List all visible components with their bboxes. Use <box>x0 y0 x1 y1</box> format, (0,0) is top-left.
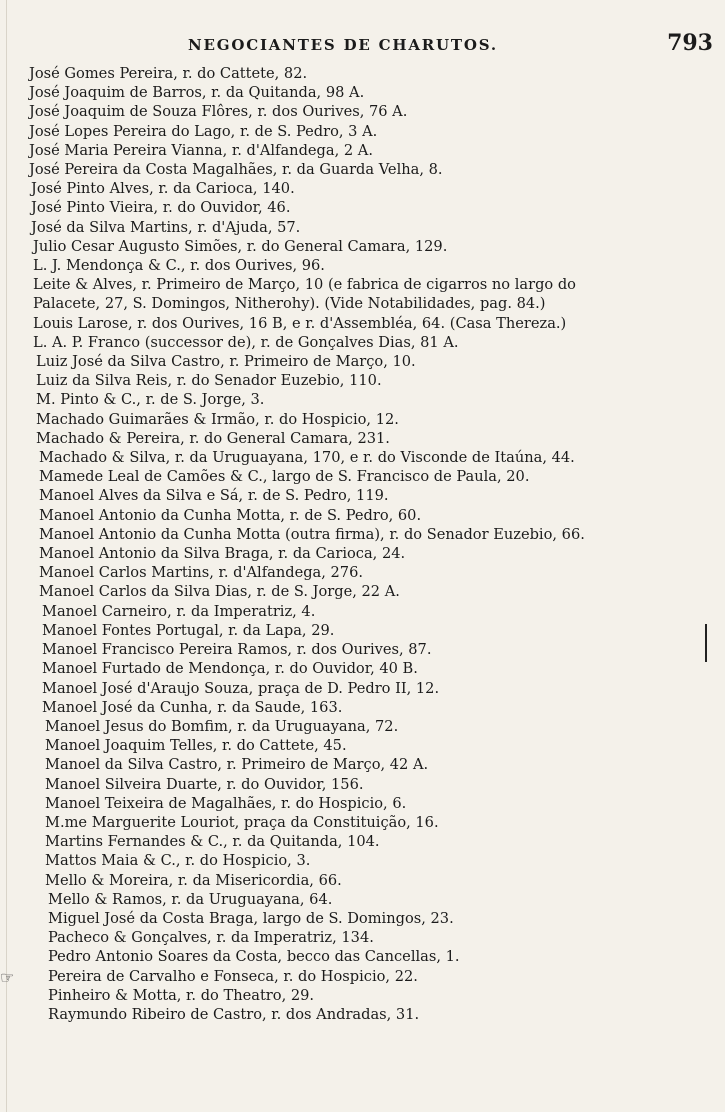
list-item: Manoel Silveira Duarte, r. do Ouvidor, 156. <box>45 775 364 793</box>
page-number: 793 <box>667 30 713 56</box>
list-item: Manoel José d'Araujo Souza, praça de D. Pedro II, 12. <box>42 679 440 697</box>
list-item: Manoel Antonio da Silva Braga, r. da Carioca, 24. <box>39 545 406 563</box>
list-item: Manoel Furtado de Mendonça, r. do Ouvidor, 40 B. <box>42 660 418 678</box>
list-item: Manoel Jesus do Bomfim, r. da Uruguayana, 72. <box>45 717 399 735</box>
list-item: Manoel Carlos da Silva Dias, r. de S. Jorge, 22 A. <box>39 583 400 601</box>
list-item: Luiz da Silva Reis, r. do Senador Euzebio, 110. <box>36 372 382 390</box>
list-item: Pinheiro & Motta, r. do Theatro, 29. <box>48 986 315 1004</box>
list-item: Manoel da Silva Castro, r. Primeiro de Março, 42 A. <box>45 756 429 774</box>
list-item: Manoel Teixeira de Magalhães, r. do Hospicio, 6. <box>45 794 407 812</box>
list-item: L. J. Mendonça & C., r. dos Ourives, 96. <box>33 257 325 275</box>
list-item: José Gomes Pereira, r. do Cattete, 82. <box>29 65 308 82</box>
list-item: Luiz José da Silva Castro, r. Primeiro de Março, 10. <box>36 353 416 371</box>
page-header <box>0 30 725 60</box>
list-item: Louis Larose, r. dos Ourives, 16 B, e r. d'Assembléa, 64. (Casa Thereza.) <box>33 314 567 332</box>
list-item: Julio Cesar Augusto Simões, r. do General Camara, 129. <box>33 237 448 255</box>
list-item: José Joaquim de Souza Flôres, r. dos Ourives, 76 A. <box>29 103 408 121</box>
list-item: M.me Marguerite Louriot, praça da Constituição, 16. <box>45 813 439 831</box>
list-item: L. A. P. Franco (successor de), r. de Gonçalves Dias, 81 A. <box>33 333 459 351</box>
list-item: Manoel Fontes Portugal, r. da Lapa, 29. <box>42 621 335 639</box>
list-item: José Joaquim de Barros, r. da Quitanda, 98 A. <box>29 84 365 102</box>
list-item: José Pinto Vieira, r. do Ouvidor, 46. <box>31 199 291 217</box>
directory-list <box>28 64 718 1024</box>
list-item: Manoel Antonio da Cunha Motta, r. de S. Pedro, 60. <box>39 506 422 524</box>
list-item: Machado Guimarães & Irmão, r. do Hospicio, 12. <box>36 410 399 428</box>
list-item: Manoel Alves da Silva e Sá, r. de S. Pedro, 119. <box>39 487 389 505</box>
margin-rule <box>705 624 707 662</box>
list-item: Manoel José da Cunha, r. da Saude, 163. <box>42 698 343 716</box>
page-title: NEGOCIANTES DE CHARUTOS. <box>188 36 498 54</box>
list-item: Manoel Carlos Martins, r. d'Alfandega, 276. <box>39 564 364 582</box>
list-item: Miguel José da Costa Braga, largo de S. Domingos, 23. <box>48 909 454 927</box>
list-item: José Pereira da Costa Magalhães, r. da Guarda Velha, 8. <box>29 161 443 179</box>
list-item: Manoel Antonio da Cunha Motta (outra firma), r. do Senador Euzebio, 66. <box>39 525 585 543</box>
list-item: Leite & Alves, r. Primeiro de Março, 10 (e fabrica de cigarros no largo do <box>33 276 576 294</box>
pointing-hand-icon: ☞ <box>0 968 15 987</box>
list-item: M. Pinto & C., r. de S. Jorge, 3. <box>36 391 265 409</box>
list-item: Pedro Antonio Soares da Costa, becco das Cancellas, 1. <box>48 948 460 966</box>
list-item: Mello & Ramos, r. da Uruguayana, 64. <box>48 890 333 908</box>
list-item: Pereira de Carvalho e Fonseca, r. do Hospicio, 22. <box>48 967 418 985</box>
list-item-continuation: Palacete, 27, S. Domingos, Nitherohy). (Vide Notabilidades, pag. 84.) <box>33 295 546 313</box>
list-item: Pacheco & Gonçalves, r. da Imperatriz, 134. <box>48 929 374 947</box>
list-item: Manoel Carneiro, r. da Imperatriz, 4. <box>42 602 316 620</box>
list-item: José Lopes Pereira do Lago, r. de S. Pedro, 3 A. <box>29 122 378 140</box>
list-item: Raymundo Ribeiro de Castro, r. dos Andradas, 31. <box>48 1005 420 1023</box>
list-item: Mamede Leal de Camões & C., largo de S. Francisco de Paula, 20. <box>39 468 530 486</box>
list-item: Machado & Silva, r. da Uruguayana, 170, e r. do Visconde de Itaúna, 44. <box>39 449 575 467</box>
list-item: Manoel Joaquim Telles, r. do Cattete, 45. <box>45 737 347 755</box>
list-item: Mello & Moreira, r. da Misericordia, 66. <box>45 871 342 889</box>
page-edge-shadow <box>6 0 7 1112</box>
list-item: Machado & Pereira, r. do General Camara, 231. <box>36 429 390 447</box>
list-item: Manoel Francisco Pereira Ramos, r. dos Ourives, 87. <box>42 641 432 659</box>
list-item: José Pinto Alves, r. da Carioca, 140. <box>31 180 295 198</box>
list-item: José Maria Pereira Vianna, r. d'Alfandega, 2 A. <box>29 141 373 159</box>
list-item: José da Silva Martins, r. d'Ajuda, 57. <box>31 218 301 236</box>
list-item: Martins Fernandes & C., r. da Quitanda, 104. <box>45 833 380 851</box>
list-item: Mattos Maia & C., r. do Hospicio, 3. <box>45 852 311 870</box>
